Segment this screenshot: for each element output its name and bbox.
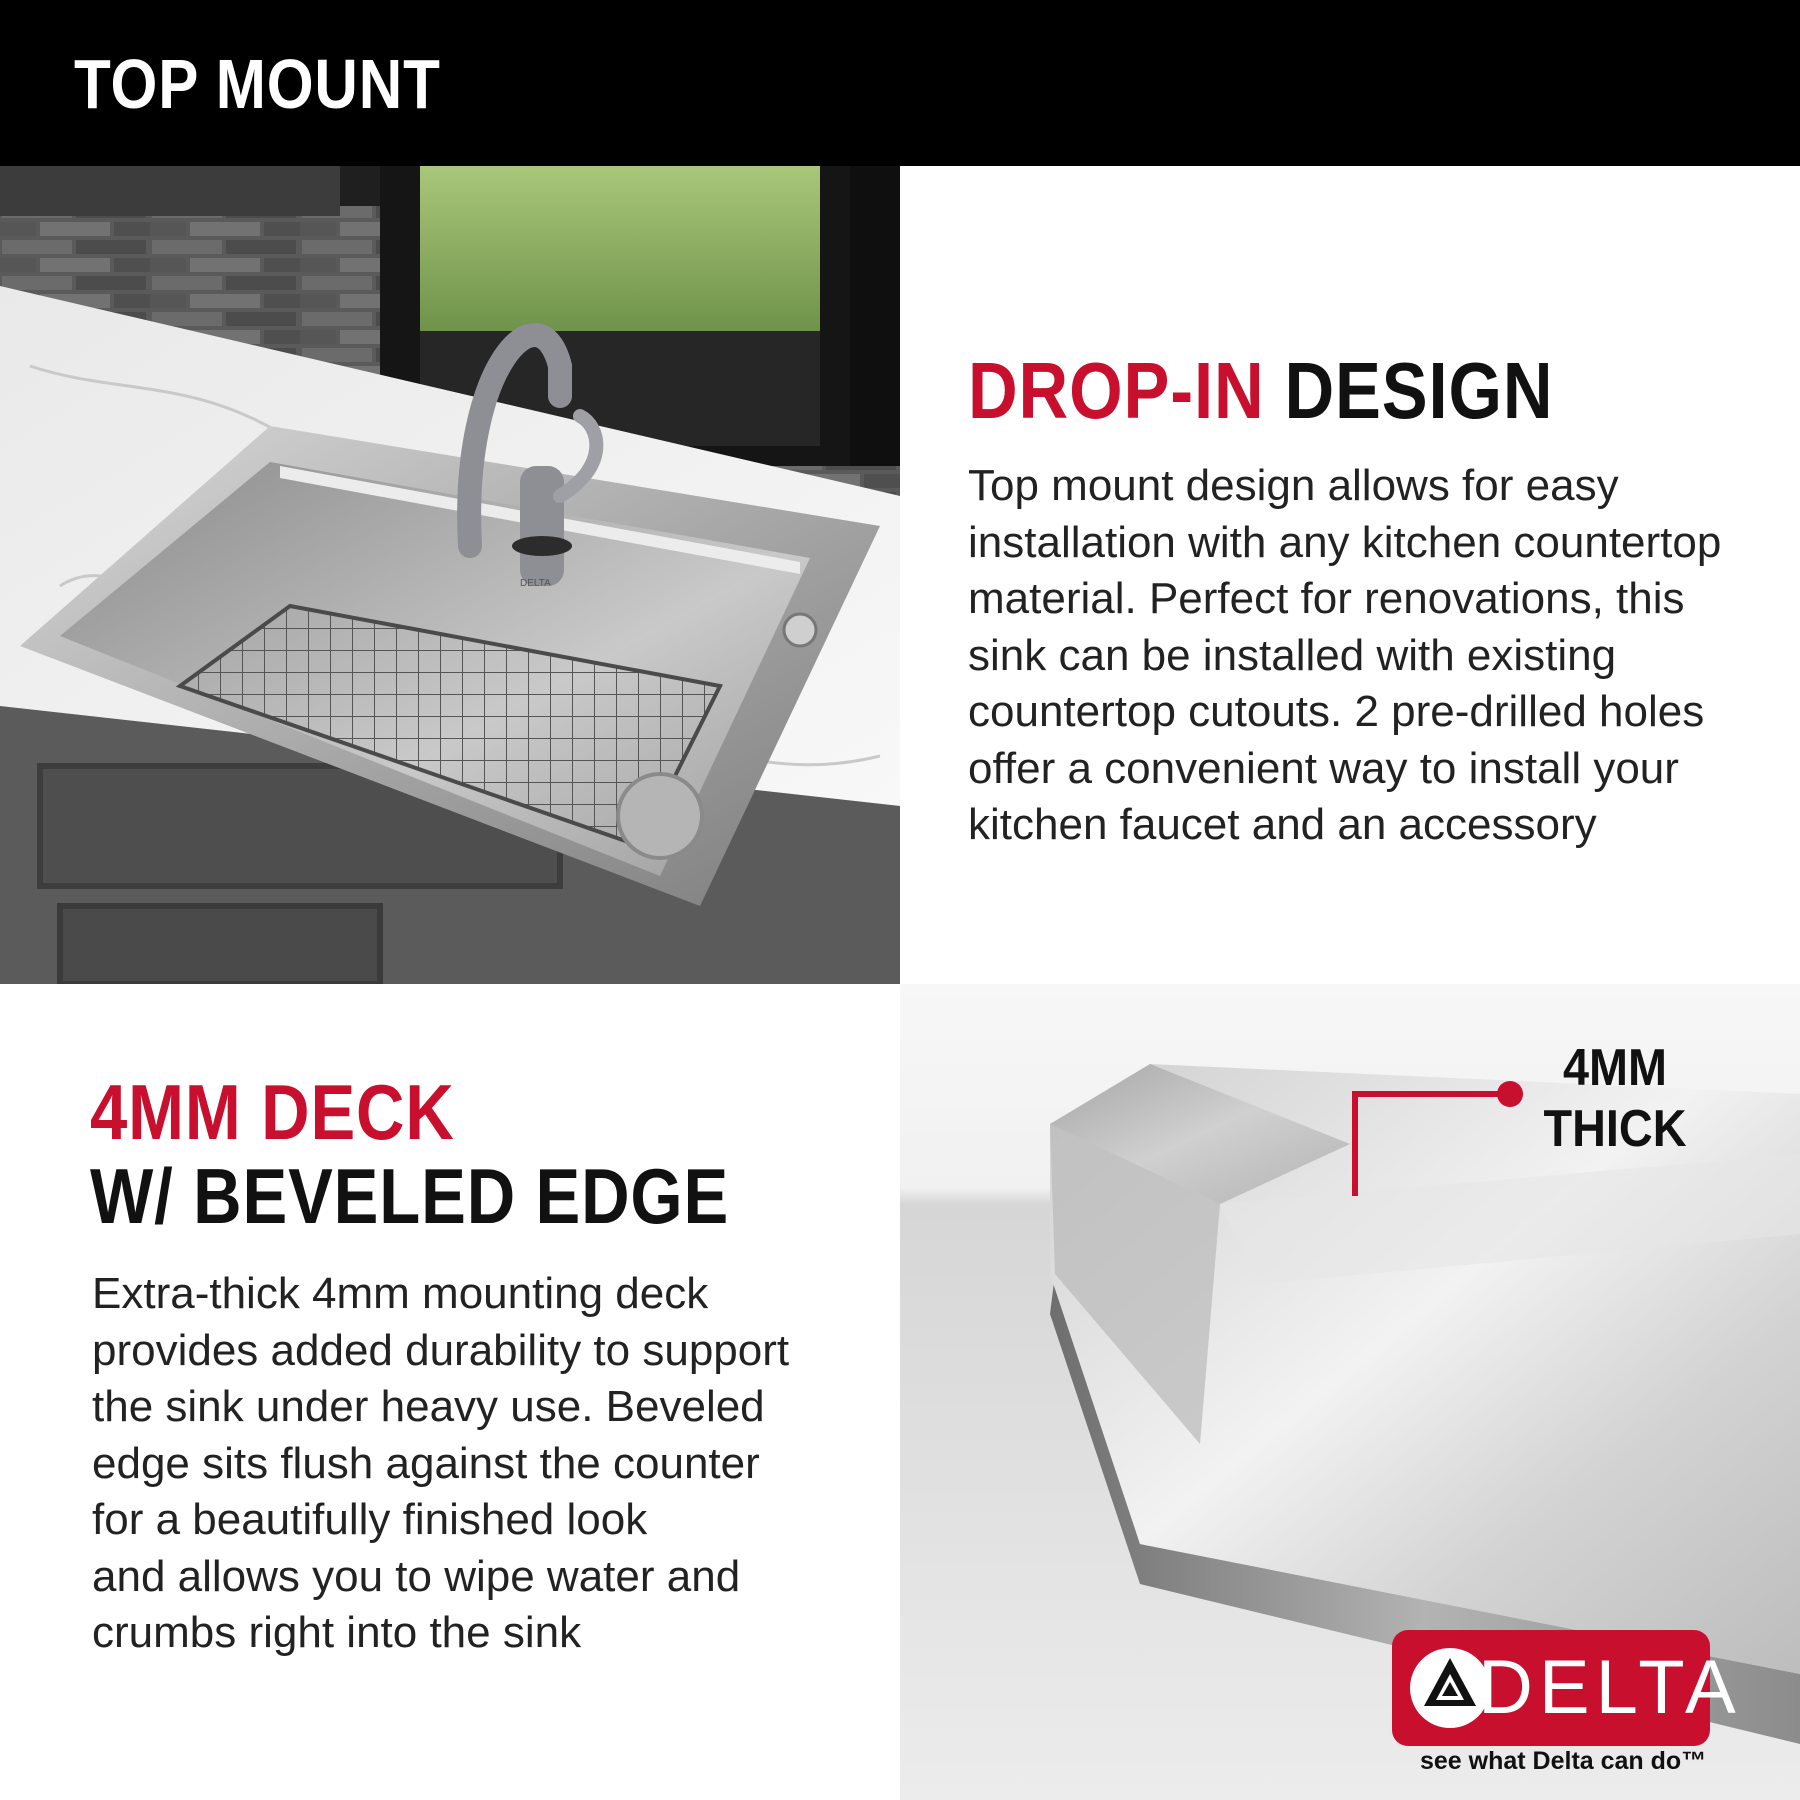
deck-line: and allows you to wipe water and (92, 1551, 741, 1601)
dropin-line: kitchen faucet and an accessory (968, 800, 1597, 849)
brand-tagline: see what Delta can do™ (1420, 1747, 1707, 1775)
dropin-line: countertop cutouts. 2 pre-drilled holes (968, 687, 1705, 736)
dropin-line: installation with any kitchen countertop (968, 517, 1722, 567)
deck-line: provides added durability to support (92, 1325, 790, 1375)
page-title: TOP MOUNT (74, 45, 441, 123)
deck-heading: W/ BEVELED EDGE (90, 1152, 730, 1240)
deck-description (92, 1266, 872, 1662)
deck-line: crumbs right into the sink (92, 1608, 582, 1657)
dropin-description (968, 458, 1768, 854)
deck-line: the sink under heavy use. Beveled (92, 1382, 765, 1431)
dropin-heading-rest: DESIGN (1264, 346, 1554, 435)
dropin-line: Top mount design allows for easy (968, 461, 1619, 510)
dropin-heading-accent: DROP-IN (968, 346, 1265, 435)
callout-unit: THICK (1543, 1100, 1687, 1158)
delta-wordmark: DELTA (1478, 1645, 1742, 1730)
dropin-line: sink can be installed with existing (968, 630, 1617, 680)
kitchen-sink-photo (0, 166, 900, 984)
thickness-callout (1521, 1038, 1710, 1160)
kitchen-sink-illustration (0, 166, 900, 984)
dropin-line: offer a convenient way to install your (968, 743, 1679, 793)
deck-heading-accent: 4MM DECK (90, 1068, 455, 1156)
dropin-heading (968, 346, 1553, 436)
deck-line: for a beautifully finished look (92, 1495, 648, 1544)
deck-line: edge sits flush against the counter (92, 1438, 760, 1488)
callout-value: 4MM (1562, 1039, 1668, 1097)
sink-brand-mark: DELTA (520, 578, 551, 589)
dropin-line: material. Perfect for renovations, this (968, 574, 1685, 623)
deck-line: Extra-thick 4mm mounting deck (92, 1269, 709, 1318)
callout-dot (1497, 1081, 1523, 1107)
